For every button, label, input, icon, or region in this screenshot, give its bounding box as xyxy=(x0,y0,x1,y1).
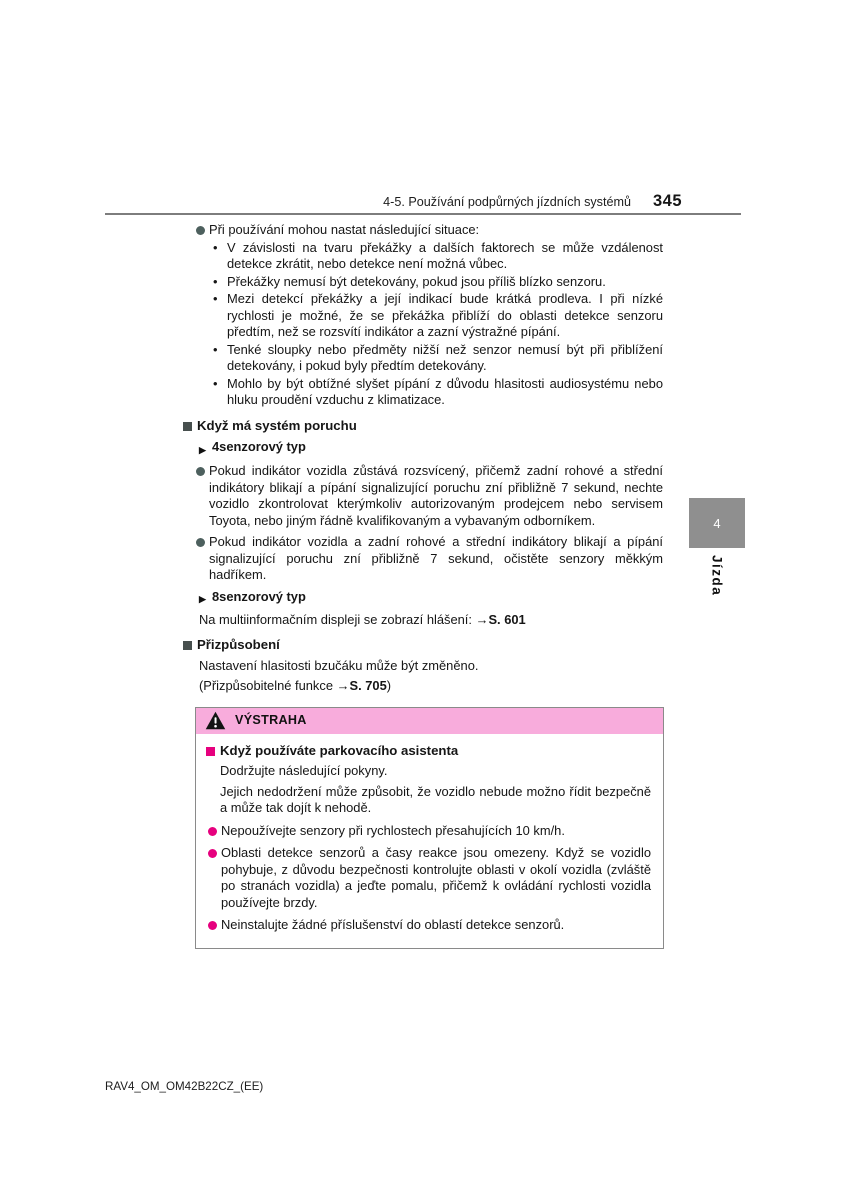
warning-item xyxy=(208,823,651,840)
intro-text: Při používání mohou nastat následující situace: xyxy=(209,222,480,237)
warning-intro1: Dodržujte následující pokyny. xyxy=(220,763,388,778)
customization-line2-suffix: ) xyxy=(386,678,392,693)
customization-line1: Nastavení hlasitosti bzučáku může být změněno. xyxy=(199,657,479,673)
circle-bullet-icon xyxy=(196,226,205,235)
customization-line2 xyxy=(199,678,663,695)
customization-page-ref: →S. 705 xyxy=(336,678,387,693)
type8-label-row xyxy=(199,589,663,608)
warning-heading-text: Když používáte parkovacího asistenta xyxy=(220,742,459,758)
situation-item xyxy=(213,240,663,273)
malfunction-item xyxy=(196,463,663,529)
situation-text: Překážky nemusí být detekovány, pokud jsou příliš blízko senzoru. xyxy=(227,273,606,289)
situation-item xyxy=(213,291,663,341)
header-section-title: 4-5. Používání podpůrných jízdních systémů xyxy=(383,195,631,209)
magenta-circle-icon xyxy=(208,921,217,930)
magenta-square-icon xyxy=(206,747,215,756)
malfunction-item-text: Pokud indikátor vozidla zůstává rozsvícený, přičemž zadní rohové a střední indikátory blikají a pípání signalizující poruchu zní přibližně 7 sekund, nechte vozidlo zkontrolovat kterýmkoliv autorizovaným prodejcem nebo servisem Toyota, nebo jiným řádně kvalifikovaným a vybavaným odborníkem. xyxy=(209,463,663,528)
situation-text: Tenké sloupky nebo předměty nižší než senzor nemusí být při přiblížení detekovány, i pokud byly předtím detekovány. xyxy=(227,341,663,373)
type4-label-row xyxy=(199,439,663,458)
customization-line2-prefix: (Přizpůsobitelné funkce xyxy=(199,678,337,693)
arrow-bullet-icon: ▶ xyxy=(199,594,206,604)
section-heading-text: Přizpůsobení xyxy=(197,637,280,652)
type4-label: 4senzorový typ xyxy=(212,439,306,454)
section-heading-text: Když má systém poruchu xyxy=(197,417,357,433)
warning-item xyxy=(208,917,651,934)
situation-text: Mohlo by být obtížné slyšet pípání z důvodu hlasitosti audiosystému nebo hluku proudění vzduchu z klimatizace. xyxy=(227,375,663,407)
malfunction-item xyxy=(196,534,663,584)
footer-code: RAV4_OM_OM42B22CZ_(EE) xyxy=(105,1080,264,1093)
chapter-label: Jízda xyxy=(709,555,725,597)
square-bullet-icon xyxy=(183,641,192,650)
header-rule xyxy=(105,213,741,215)
chapter-tab xyxy=(689,498,745,601)
type8-message-text: Na multiinformačním displeji se zobrazí hlášení: xyxy=(199,611,472,627)
situation-item xyxy=(213,376,663,409)
warning-box xyxy=(195,707,664,949)
warning-item-text: Nepoužívejte senzory při rychlostech přesahujících 10 km/h. xyxy=(221,822,565,838)
situation-item xyxy=(213,274,663,291)
magenta-circle-icon xyxy=(208,827,217,836)
warning-header xyxy=(196,708,663,734)
type8-page-ref: →S. 601 xyxy=(475,611,526,627)
warning-intro2: Jejich nedodržení může způsobit, že vozidlo nebude možno řídit bezpečně a může tak dojít k nehodě. xyxy=(220,783,651,815)
warning-item xyxy=(208,845,651,911)
warning-item-text: Neinstalujte žádné příslušenství do oblastí detekce senzorů. xyxy=(221,917,565,932)
dot-bullet-icon: • xyxy=(213,273,218,289)
dot-bullet-icon: • xyxy=(213,239,218,255)
dot-bullet-icon: • xyxy=(213,291,218,306)
type8-label: 8senzorový typ xyxy=(212,588,306,604)
warning-title: VÝSTRAHA xyxy=(235,713,307,728)
arrow-bullet-icon: ▶ xyxy=(199,444,206,455)
warning-triangle-icon xyxy=(205,711,226,730)
magenta-circle-icon xyxy=(208,849,217,858)
section-heading-malfunction xyxy=(183,418,663,435)
content-area xyxy=(183,222,663,949)
dot-bullet-icon: • xyxy=(213,341,218,357)
square-bullet-icon xyxy=(183,422,192,431)
situation-text: Mezi detekcí překážky a její indikací bude krátká prodleva. I při nízké rychlosti je možné, že se překážka přiblíží do oblasti detekce senzoru předtím, než se rozsvítí indikátor a zazní výstražné pípání. xyxy=(227,291,663,339)
situation-item xyxy=(213,342,663,375)
warning-body xyxy=(196,734,663,948)
dot-bullet-icon: • xyxy=(213,375,218,391)
section-heading-customization xyxy=(183,637,663,654)
page-header xyxy=(105,192,682,211)
intro-bullet-row xyxy=(196,222,663,239)
header-page-number: 345 xyxy=(652,192,682,210)
malfunction-item-text: Pokud indikátor vozidla a zadní rohové a střední indikátory blikají a pípání signalizující poruchu zní přibližně 7 sekund, očistěte senzory měkkým hadříkem. xyxy=(209,534,663,582)
circle-bullet-icon xyxy=(196,467,205,476)
type8-message xyxy=(199,612,663,629)
warning-item-text: Oblasti detekce senzorů a časy reakce jsou omezeny. Když se vozidlo pohybuje, z důvodu bezpečnosti kontrolujte oblasti v okolí vozidla (zvláště po stranách vozidla) a jeďte pomalu, přičemž k ovládání rychlosti vozidla používejte brzdy. xyxy=(221,845,651,910)
circle-bullet-icon xyxy=(196,538,205,547)
situation-text: V závislosti na tvaru překážky a dalších faktorech se může vzdálenost detekce zkrátit, nebo detekce není možná vůbec. xyxy=(227,239,663,271)
chapter-number-badge: 4 xyxy=(689,498,745,548)
warning-heading-row xyxy=(206,743,651,760)
